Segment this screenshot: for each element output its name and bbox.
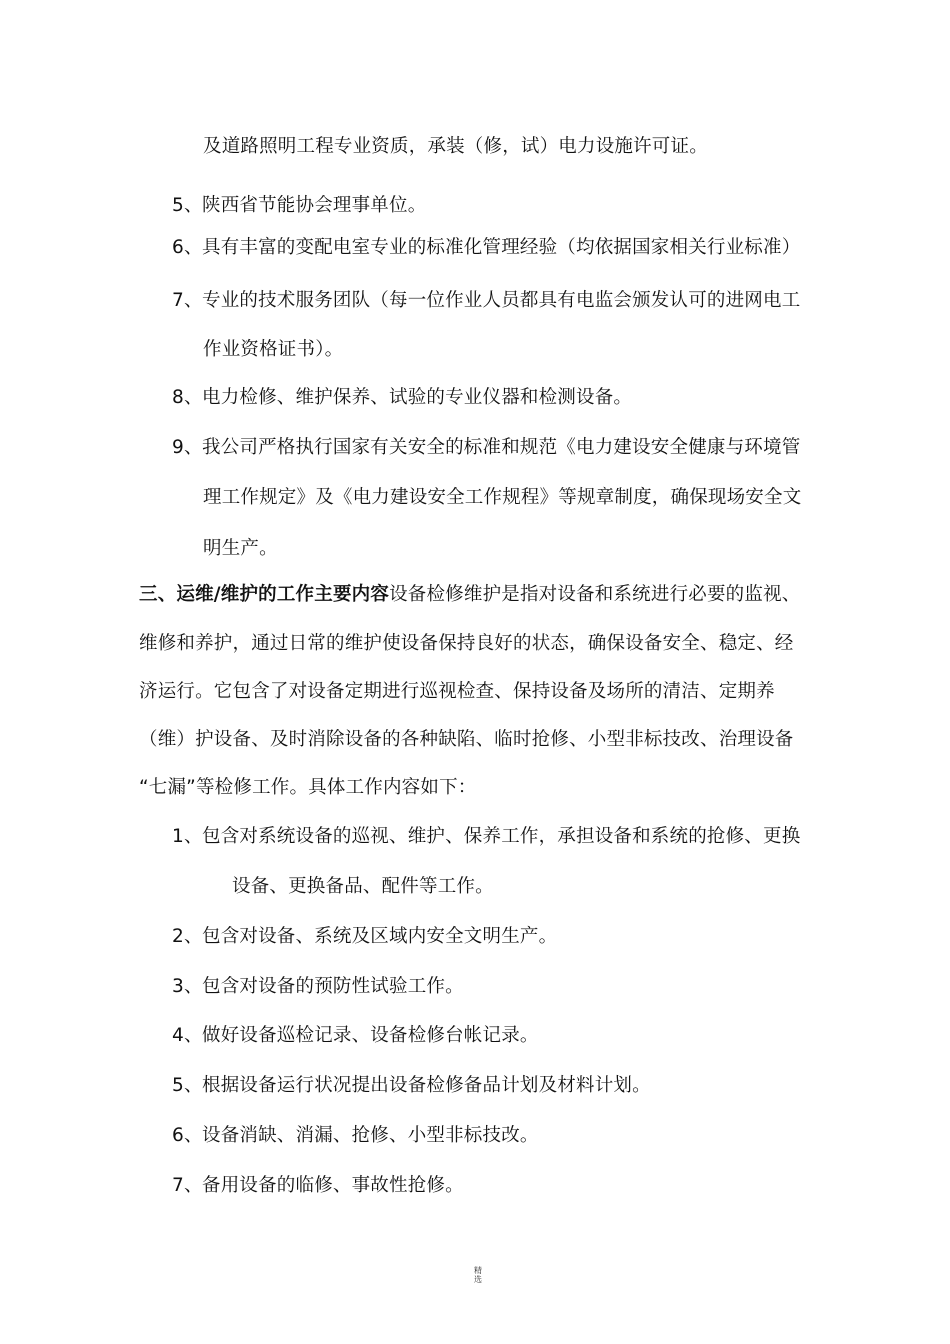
paragraph-line: 维修和养护，通过日常的维护使设备保持良好的状态，确保设备安全、稳定、经: [139, 633, 794, 654]
list-item-text: 包含对设备、系统及区域内安全文明生产。: [202, 926, 558, 947]
list-item-text: 专业的技术服务团队（每一位作业人员都具有电监会颁发认可的进网电工: [202, 290, 801, 311]
section-3-heading: 三、运维/维护的工作主要内容: [139, 584, 390, 605]
page-footer-mark: [468, 1266, 488, 1284]
work-item-1-continuation: 设备、更换备品、配件等工作。: [232, 876, 494, 897]
list-item-text: 包含对设备的预防性试验工作。: [202, 976, 464, 997]
list-number: 2、: [172, 926, 203, 947]
list-item-9-continuation: 明生产。: [203, 538, 278, 559]
list-number: 3、: [172, 976, 203, 997]
list-item-text: 根据设备运行状况提出设备检修备品计划及材料计划。: [202, 1075, 651, 1096]
list-continuation-line: 及道路照明工程专业资质，承装（修，试）电力设施许可证。: [203, 136, 708, 157]
work-item-7: [172, 1174, 464, 1198]
list-item-5: [172, 194, 426, 218]
paragraph-line: （维）护设备、及时消除设备的各种缺陷、临时抢修、小型非标技改、治理设备: [139, 729, 794, 750]
list-item-8: [172, 386, 632, 410]
list-item-9-continuation: 理工作规定》及《电力建设安全工作规程》等规章制度，确保现场安全文: [203, 487, 802, 508]
list-item-text: 包含对系统设备的巡视、维护、保养工作，承担设备和系统的抢修、更换: [202, 826, 801, 847]
list-number: 6、: [172, 1125, 203, 1146]
list-number: 6、: [172, 237, 203, 258]
list-item-text: 我公司严格执行国家有关安全的标准和规范《电力建设安全健康与环境管: [202, 437, 801, 458]
footer-char: 精: [474, 1266, 482, 1275]
list-number: 1、: [172, 826, 203, 847]
list-number: 5、: [172, 195, 203, 216]
work-item-3: [172, 975, 464, 999]
work-item-2: [172, 925, 557, 949]
list-item-6: [172, 236, 800, 260]
list-item-9: [172, 436, 800, 460]
list-item-text: 设备消缺、消漏、抢修、小型非标技改。: [202, 1125, 539, 1146]
list-number: 8、: [172, 387, 203, 408]
list-number: 9、: [172, 437, 203, 458]
list-number: 7、: [172, 290, 203, 311]
list-number: 7、: [172, 1175, 203, 1196]
work-item-4: [172, 1024, 539, 1048]
work-item-1: [172, 825, 800, 849]
list-item-text: 具有丰富的变配电室专业的标准化管理经验（均依据国家相关行业标准）: [202, 237, 801, 258]
list-item-text: 备用设备的临修、事故性抢修。: [202, 1175, 464, 1196]
list-item-text: 陕西省节能协会理事单位。: [202, 195, 427, 216]
section-3-paragraph: [139, 583, 800, 607]
list-item-text: 做好设备巡检记录、设备检修台帐记录。: [202, 1025, 539, 1046]
work-item-5: [172, 1074, 651, 1098]
list-item-text: 电力检修、维护保养、试验的专业仪器和检测设备。: [202, 387, 633, 408]
list-item-7: [172, 289, 800, 313]
footer-char: 选: [474, 1275, 482, 1284]
list-item-7-continuation: 作业资格证书）。: [203, 339, 344, 360]
work-item-6: [172, 1124, 539, 1148]
paragraph-line: 济运行。它包含了对设备定期进行巡视检查、保持设备及场所的清洁、定期养: [139, 681, 775, 702]
list-number: 5、: [172, 1075, 203, 1096]
list-number: 4、: [172, 1025, 203, 1046]
paragraph-line: “七漏”等检修工作。具体工作内容如下：: [139, 777, 477, 798]
paragraph-text: 设备检修维护是指对设备和系统进行必要的监视、: [389, 584, 801, 605]
